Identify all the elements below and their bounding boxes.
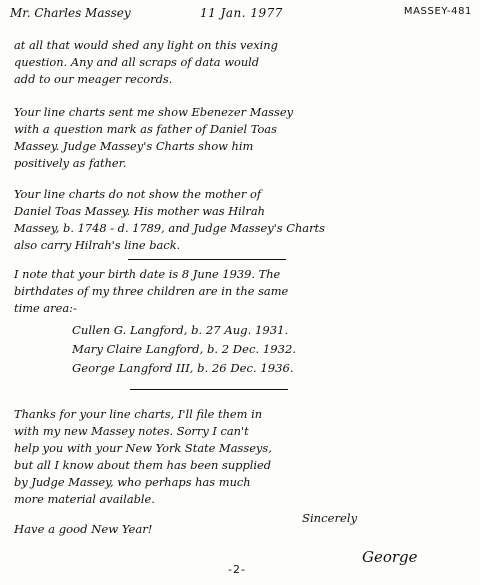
text-line: positively as father. bbox=[14, 156, 127, 170]
text-line: Thanks for your line charts, I'll file them in bbox=[14, 407, 263, 421]
list-item: Cullen G. Langford, b. 27 Aug. 1931. bbox=[72, 323, 289, 337]
file-reference: MASSEY-481 bbox=[403, 6, 472, 17]
list-item: George Langford III, b. 26 Dec. 1936. bbox=[72, 361, 294, 375]
text-line: question. Any and all scraps of data would bbox=[14, 55, 260, 69]
text-line: add to our meager records. bbox=[14, 72, 173, 86]
text-line: with my new Massey notes. Sorry I can't bbox=[14, 424, 249, 438]
recipient-name: Mr. Charles Massey bbox=[10, 6, 131, 20]
text-line: Massey. Judge Massey's Charts show him bbox=[14, 139, 254, 153]
closing-greeting: Have a good New Year! bbox=[14, 522, 153, 536]
letter-header bbox=[10, 6, 472, 24]
list-item: Mary Claire Langford, b. 2 Dec. 1932. bbox=[72, 342, 297, 356]
text-line: birthdates of my three children are in the same bbox=[14, 284, 289, 298]
children-list bbox=[72, 322, 452, 379]
paragraph-5 bbox=[14, 406, 470, 508]
text-line: help you with your New York State Masseys, bbox=[14, 441, 272, 455]
text-line: Massey, b. 1748 - d. 1789, and Judge Massey's Charts bbox=[14, 221, 325, 235]
text-line: at all that would shed any light on this vexing bbox=[14, 38, 278, 52]
text-line: more material available. bbox=[14, 492, 155, 506]
divider-line bbox=[130, 389, 288, 390]
paragraph-4 bbox=[14, 266, 470, 317]
text-line: but all I know about them has been supplied bbox=[14, 458, 272, 472]
paragraph-1 bbox=[14, 37, 470, 88]
signature: George bbox=[362, 548, 418, 566]
text-line: also carry Hilrah's line back. bbox=[14, 238, 181, 252]
valediction: Sincerely bbox=[302, 511, 358, 525]
letter-date: 11 Jan. 1977 bbox=[200, 6, 283, 20]
text-line: Daniel Toas Massey. His mother was Hilrah bbox=[14, 204, 266, 218]
text-line: by Judge Massey, who perhaps has much bbox=[14, 475, 251, 489]
text-line: with a question mark as father of Daniel Toas bbox=[14, 122, 277, 136]
text-line: Your line charts do not show the mother of bbox=[14, 187, 262, 201]
text-line: I note that your birth date is 8 June 1939. The bbox=[14, 267, 281, 281]
text-line: time area:- bbox=[14, 301, 77, 315]
page-number: -2- bbox=[228, 563, 246, 576]
paragraph-2 bbox=[14, 104, 470, 172]
divider-line bbox=[128, 259, 286, 260]
paragraph-3 bbox=[14, 186, 470, 254]
text-line: Your line charts sent me show Ebenezer Massey bbox=[14, 105, 294, 119]
